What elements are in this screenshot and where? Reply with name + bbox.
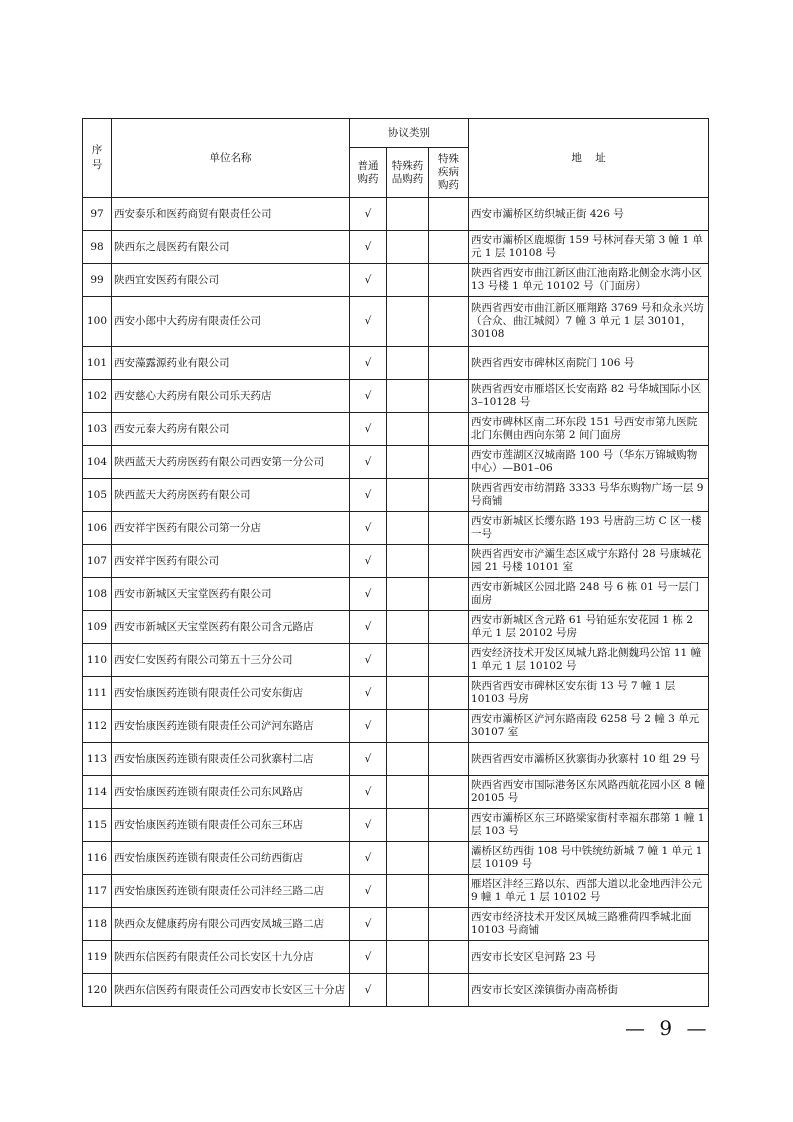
row-normal-purchase: √: [350, 512, 387, 545]
row-seq: 109: [83, 611, 112, 644]
row-special-drug-purchase: [387, 380, 429, 413]
row-seq: 106: [83, 512, 112, 545]
row-special-disease-purchase: [429, 644, 469, 677]
row-special-disease-purchase: [429, 677, 469, 710]
row-special-disease-purchase: [429, 512, 469, 545]
row-special-disease-purchase: [429, 875, 469, 908]
row-address: 陕西省西安市国际港务区东风路西航花园小区 8 幢 20105 号: [469, 776, 709, 809]
row-special-drug-purchase: [387, 710, 429, 743]
row-special-disease-purchase: [429, 611, 469, 644]
table-row: [83, 479, 709, 512]
table-row: [83, 297, 709, 347]
table-row: [83, 512, 709, 545]
row-unit-name: 西安泰乐和医药商贸有限责任公司: [112, 198, 350, 231]
row-unit-name: 西安怡康医药连锁有限责任公司浐河东路店: [112, 710, 350, 743]
row-normal-purchase: √: [350, 875, 387, 908]
row-address: 西安市灞桥区浐河东路南段 6258 号 2 幢 3 单元 30107 室: [469, 710, 709, 743]
row-special-disease-purchase: [429, 198, 469, 231]
row-unit-name: 陕西东之晨医药有限公司: [112, 231, 350, 264]
header-address: 地 址: [469, 119, 709, 198]
row-unit-name: 西安怡康医药连锁有限责任公司沣经三路二店: [112, 875, 350, 908]
row-address: 西安市碑林区南二环东段 151 号西安市第九医院北门东侧由西向东第 2 间门面房: [469, 413, 709, 446]
row-special-drug-purchase: [387, 809, 429, 842]
row-unit-name: 西安市新城区天宝堂医药有限公司含元路店: [112, 611, 350, 644]
row-seq: 99: [83, 264, 112, 297]
row-normal-purchase: √: [350, 974, 387, 1007]
row-address: 雁塔区沣经三路以东、西部大道以北金地西沣公元 9 幢 1 单元 1 层 10102 号: [469, 875, 709, 908]
row-address: 西安市灞桥区纺织城正街 426 号: [469, 198, 709, 231]
row-unit-name: 西安慈心大药房有限公司乐天药店: [112, 380, 350, 413]
row-unit-name: 西安市新城区天宝堂医药有限公司: [112, 578, 350, 611]
row-special-drug-purchase: [387, 677, 429, 710]
table-row: [83, 347, 709, 380]
row-normal-purchase: √: [350, 611, 387, 644]
row-normal-purchase: √: [350, 578, 387, 611]
row-normal-purchase: √: [350, 908, 387, 941]
row-special-disease-purchase: [429, 264, 469, 297]
row-special-disease-purchase: [429, 479, 469, 512]
row-address: 陕西省西安市纺渭路 3333 号华东购物广场一层 9 号商铺: [469, 479, 709, 512]
row-special-drug-purchase: [387, 842, 429, 875]
row-special-disease-purchase: [429, 743, 469, 776]
row-special-drug-purchase: [387, 941, 429, 974]
row-unit-name: 西安祥宇医药有限公司第一分店: [112, 512, 350, 545]
row-seq: 105: [83, 479, 112, 512]
row-seq: 120: [83, 974, 112, 1007]
row-unit-name: 西安藻露源药业有限公司: [112, 347, 350, 380]
table-row: [83, 198, 709, 231]
row-address: 西安市灞桥区东三环路梁家街村幸福东郡第 1 幢 1 层 103 号: [469, 809, 709, 842]
row-normal-purchase: √: [350, 231, 387, 264]
row-address: 西安市新城区含元路 61 号铂延东安花园 1 栋 2 单元 1 层 20102 号房: [469, 611, 709, 644]
row-normal-purchase: √: [350, 479, 387, 512]
row-seq: 104: [83, 446, 112, 479]
row-special-drug-purchase: [387, 264, 429, 297]
row-normal-purchase: √: [350, 677, 387, 710]
table-row: [83, 941, 709, 974]
row-seq: 103: [83, 413, 112, 446]
table-row: [83, 644, 709, 677]
row-unit-name: 西安小郎中大药房有限责任公司: [112, 297, 350, 347]
table-row: [83, 776, 709, 809]
row-special-disease-purchase: [429, 578, 469, 611]
row-normal-purchase: √: [350, 710, 387, 743]
row-address: 陕西省西安市浐灞生态区咸宁东路付 28 号康城花园 21 号楼 10101 室: [469, 545, 709, 578]
row-special-disease-purchase: [429, 347, 469, 380]
row-special-drug-purchase: [387, 231, 429, 264]
row-special-disease-purchase: [429, 809, 469, 842]
row-normal-purchase: √: [350, 446, 387, 479]
row-address: 陕西省西安市雁塔区长安南路 82 号华城国际小区 3–10128 号: [469, 380, 709, 413]
table-row: [83, 710, 709, 743]
row-special-drug-purchase: [387, 908, 429, 941]
row-normal-purchase: √: [350, 842, 387, 875]
row-unit-name: 陕西蓝天大药房医药有限公司: [112, 479, 350, 512]
row-seq: 118: [83, 908, 112, 941]
row-address: 灞桥区纺西街 108 号中铁统纺新城 7 幢 1 单元 1 层 10109 号: [469, 842, 709, 875]
row-special-drug-purchase: [387, 545, 429, 578]
row-normal-purchase: √: [350, 347, 387, 380]
table-row: [83, 974, 709, 1007]
row-seq: 98: [83, 231, 112, 264]
row-special-drug-purchase: [387, 578, 429, 611]
row-address: 西安经济技术开发区凤城九路北侧魏玛公馆 11 幢 1 单元 1 层 10102 号: [469, 644, 709, 677]
row-special-disease-purchase: [429, 842, 469, 875]
row-unit-name: 陕西东信医药有限责任公司长安区十九分店: [112, 941, 350, 974]
row-special-disease-purchase: [429, 231, 469, 264]
row-address: 西安市长安区滦镇街办南高桥街: [469, 974, 709, 1007]
table-row: [83, 380, 709, 413]
row-unit-name: 陕西蓝天大药房医药有限公司西安第一分公司: [112, 446, 350, 479]
row-unit-name: 西安元泰大药房有限公司: [112, 413, 350, 446]
row-address: 西安市经济技术开发区凤城三路雅荷四季城北面 10103 号商铺: [469, 908, 709, 941]
row-seq: 113: [83, 743, 112, 776]
row-special-disease-purchase: [429, 413, 469, 446]
table-row: [83, 842, 709, 875]
row-unit-name: 西安祥宇医药有限公司: [112, 545, 350, 578]
row-unit-name: 陕西众友健康药房有限公司西安凤城三路二店: [112, 908, 350, 941]
table-row: [83, 413, 709, 446]
table-row: [83, 908, 709, 941]
row-special-drug-purchase: [387, 974, 429, 1007]
header-seq: 序 号: [83, 119, 112, 198]
row-normal-purchase: √: [350, 297, 387, 347]
row-seq: 112: [83, 710, 112, 743]
row-unit-name: 西安怡康医药连锁有限责任公司纺西街店: [112, 842, 350, 875]
row-normal-purchase: √: [350, 776, 387, 809]
row-special-disease-purchase: [429, 710, 469, 743]
row-special-disease-purchase: [429, 545, 469, 578]
table-row: [83, 578, 709, 611]
pharmacy-table: [82, 118, 709, 1007]
header-agreement-category: 协议类别: [350, 119, 469, 148]
row-special-disease-purchase: [429, 297, 469, 347]
row-address: 陕西省西安市曲江新区曲江池南路北侧金水湾小区 13 号楼 1 单元 10102 号（门面房）: [469, 264, 709, 297]
row-address: 西安市莲湖区汉城南路 100 号（华东万锦城购物中心）—B01–06: [469, 446, 709, 479]
row-address: 西安市新城区长缨东路 193 号唐韵三坊 C 区一楼一号: [469, 512, 709, 545]
header-special-disease-purchase: 特殊 疾病 购药: [429, 148, 469, 198]
row-normal-purchase: √: [350, 545, 387, 578]
row-address: 西安市灞桥区鹿塬街 159 号林河春天第 3 幢 1 单元 1 层 10108 号: [469, 231, 709, 264]
row-normal-purchase: √: [350, 264, 387, 297]
row-special-drug-purchase: [387, 644, 429, 677]
table-row: [83, 809, 709, 842]
header-special-drug-purchase: 特殊药 品购药: [387, 148, 429, 198]
row-special-drug-purchase: [387, 743, 429, 776]
row-seq: 114: [83, 776, 112, 809]
row-special-drug-purchase: [387, 297, 429, 347]
row-seq: 108: [83, 578, 112, 611]
row-special-disease-purchase: [429, 941, 469, 974]
row-seq: 111: [83, 677, 112, 710]
page-number: — 9 —: [625, 1016, 711, 1040]
row-special-disease-purchase: [429, 446, 469, 479]
row-normal-purchase: √: [350, 413, 387, 446]
row-address: 陕西省西安市碑林区安东街 13 号 7 幢 1 层 10103 号房: [469, 677, 709, 710]
table-row: [83, 264, 709, 297]
row-special-drug-purchase: [387, 611, 429, 644]
row-address: 西安市新城区公园北路 248 号 6 栋 01 号一层门面房: [469, 578, 709, 611]
row-seq: 119: [83, 941, 112, 974]
row-special-disease-purchase: [429, 380, 469, 413]
row-special-drug-purchase: [387, 347, 429, 380]
row-seq: 100: [83, 297, 112, 347]
table-row: [83, 231, 709, 264]
table-row: [83, 743, 709, 776]
table-body: [83, 198, 709, 1007]
table-row: [83, 446, 709, 479]
row-seq: 110: [83, 644, 112, 677]
row-special-drug-purchase: [387, 413, 429, 446]
table-row: [83, 611, 709, 644]
row-unit-name: 西安怡康医药连锁有限责任公司东风路店: [112, 776, 350, 809]
row-special-drug-purchase: [387, 446, 429, 479]
row-seq: 115: [83, 809, 112, 842]
row-unit-name: 西安怡康医药连锁有限责任公司安东街店: [112, 677, 350, 710]
header-unit-name: 单位名称: [112, 119, 350, 198]
row-normal-purchase: √: [350, 198, 387, 231]
row-special-drug-purchase: [387, 512, 429, 545]
row-normal-purchase: √: [350, 743, 387, 776]
row-seq: 102: [83, 380, 112, 413]
row-normal-purchase: √: [350, 644, 387, 677]
row-special-disease-purchase: [429, 974, 469, 1007]
row-unit-name: 西安怡康医药连锁有限责任公司狄寨村二店: [112, 743, 350, 776]
row-special-drug-purchase: [387, 479, 429, 512]
row-unit-name: 陕西宜安医药有限公司: [112, 264, 350, 297]
row-seq: 101: [83, 347, 112, 380]
table-row: [83, 875, 709, 908]
row-special-disease-purchase: [429, 908, 469, 941]
row-special-drug-purchase: [387, 875, 429, 908]
row-address: 陕西省西安市碑林区南院门 106 号: [469, 347, 709, 380]
row-address: 陕西省西安市曲江新区雁翔路 3769 号和众永兴坊（合众、曲江城阅）7 幢 3 单元 1 层 30101，30108: [469, 297, 709, 347]
row-address: 陕西省西安市灞桥区狄寨街办狄寨村 10 组 29 号: [469, 743, 709, 776]
row-normal-purchase: √: [350, 941, 387, 974]
row-normal-purchase: √: [350, 380, 387, 413]
row-seq: 107: [83, 545, 112, 578]
row-unit-name: 西安仁安医药有限公司第五十三分公司: [112, 644, 350, 677]
row-special-drug-purchase: [387, 776, 429, 809]
row-seq: 97: [83, 198, 112, 231]
row-unit-name: 西安怡康医药连锁有限责任公司东三环店: [112, 809, 350, 842]
row-unit-name: 陕西东信医药有限责任公司西安市长安区三十分店: [112, 974, 350, 1007]
row-address: 西安市长安区皂河路 23 号: [469, 941, 709, 974]
row-special-disease-purchase: [429, 776, 469, 809]
table-row: [83, 545, 709, 578]
header-normal-purchase: 普通 购药: [350, 148, 387, 198]
row-special-drug-purchase: [387, 198, 429, 231]
table-row: [83, 677, 709, 710]
row-seq: 116: [83, 842, 112, 875]
row-normal-purchase: √: [350, 809, 387, 842]
row-seq: 117: [83, 875, 112, 908]
